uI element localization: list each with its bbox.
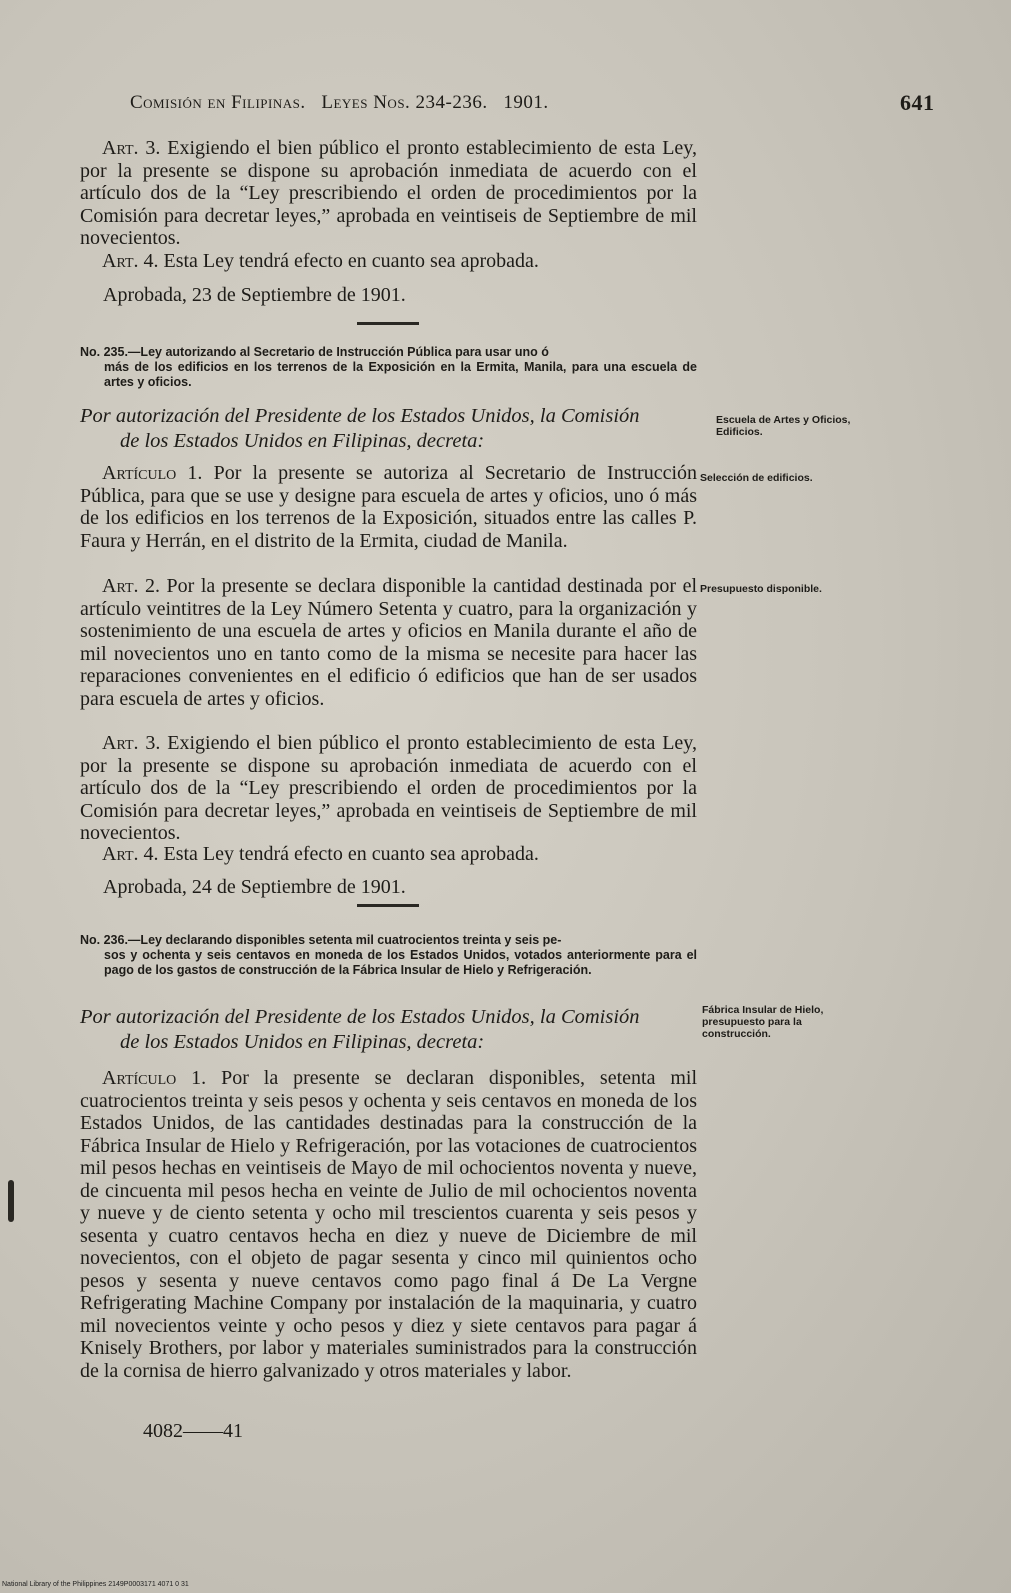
heading-line: No. 236.—Ley declarando disponibles setenta mil cuatrocientos treinta y seis pe- bbox=[80, 933, 562, 947]
margin-note: Escuela de Artes y Oficios, Edificios. bbox=[716, 414, 851, 438]
scan-credit: National Library of the Philippines 2149P0003171 4071 0 31 bbox=[2, 1581, 189, 1588]
heading-rest: sos y ochenta y seis centavos en moneda de los Estados Unidos, votados anteriormente para el pago de los gastos de construcción de la Fábrica Insular de Hielo y Refrigeración. bbox=[104, 948, 697, 977]
law236-art1 bbox=[80, 1067, 697, 1382]
art-text: Por la presente se autoriza al Secretario de Instrucción Pública, para que se use y designe para escuela de artes y oficios, uno ó más de los edificios en los terrenos de la Exposición, situados entre las calles P. Faura y Herrán, en el distrito de la Ermita, ciudad de Manila. bbox=[80, 462, 698, 552]
margin-note: Presupuesto disponible. bbox=[700, 583, 822, 595]
enact-line: de los Estados Unidos en Filipinas, decreta: bbox=[120, 430, 485, 452]
art-num: 3. bbox=[145, 137, 161, 159]
law234-approved: Aprobada, 23 de Septiembre de 1901. bbox=[103, 284, 406, 306]
art-label: Artículo 1. bbox=[102, 1067, 207, 1089]
law235-art2 bbox=[80, 575, 697, 710]
running-header bbox=[130, 92, 950, 114]
heading-rest: más de los edificios en los terrenos de la Exposición en la Ermita, Manila, para una escuela de artes y oficios. bbox=[104, 360, 697, 389]
art-text: Por la presente se declara disponible la cantidad destinada por el artículo veintitres de la Ley Número Setenta y cuatro, para la organización y sostenimiento de una escuela de artes y oficios en Manila durante el año de mil novecientos uno en tanto como de la misma se necesite para hacer las reparaciones convenientes en el edificio ó edificios que han de ser usados para escuela de artes y oficios. bbox=[80, 575, 697, 710]
law235-art1 bbox=[80, 462, 697, 552]
running-title: Comisión en Filipinas. bbox=[130, 92, 306, 113]
header-year: 1901. bbox=[503, 92, 549, 113]
law234-art3 bbox=[80, 137, 697, 250]
art-label: Art. bbox=[102, 843, 139, 865]
heading-line: No. 235.—Ley autorizando al Secretario de Instrucción Pública para usar uno ó bbox=[80, 345, 549, 359]
margin-note: Selección de edificios. bbox=[700, 472, 813, 484]
law235-approved: Aprobada, 24 de Septiembre de 1901. bbox=[103, 876, 406, 898]
art-num: 4. bbox=[143, 843, 159, 865]
art-label: Art. bbox=[102, 575, 139, 597]
enact-line: de los Estados Unidos en Filipinas, decreta: bbox=[120, 1031, 485, 1053]
law236-heading bbox=[80, 933, 697, 978]
margin-ink-mark bbox=[8, 1180, 14, 1222]
page-number: 641 bbox=[900, 90, 935, 115]
signature-mark: 4082——41 bbox=[143, 1420, 243, 1442]
enact-line: Por autorización del Presidente de los Estados Unidos, la Comisión bbox=[80, 1006, 640, 1028]
art-label: Art. bbox=[102, 250, 139, 272]
law236-enacting-clause bbox=[80, 1005, 697, 1055]
law235-art4 bbox=[80, 843, 697, 866]
law235-enacting-clause bbox=[80, 404, 697, 454]
art-num: 3. bbox=[145, 732, 161, 754]
art-text: Por la presente se declaran disponibles, setenta mil cuatrocientos treinta y seis pesos y ochenta y seis centavos en moneda de los Estados Unidos, de las cantidades destinadas para la construcción de la Fábrica Insular de Hielo y Refrigeración, por las votaciones de cuatrocientos mil pesos hechas en veintiseis de Mayo de mil ochocientos noventa y nueve, de cincuenta mil pesos hecha en veinte de Julio de mil ochocientos noventa y nueve y de ciento setenta y ocho mil trescientos cuarenta y seis pesos y sesenta y cuatro centavos hecha en diez y nueve de Diciembre de mil novecientos, con el objeto de pagar sesenta y cinco mil quinientos ocho pesos y sesenta y nueve centavos como pago final á De La Vergne Refrigerating Machine Company por instalación de la maquinaria, y cuatro mil novecientos veinte y ocho pesos y diez y siete centavos para pagar á Knisely Brothers, por labor y materiales suministrados para la construcción de la cornisa de hierro galvanizado y otros materiales y labor. bbox=[80, 1067, 698, 1382]
law235-heading bbox=[80, 345, 697, 390]
art-label: Art. bbox=[102, 732, 139, 754]
law234-art4 bbox=[80, 250, 697, 273]
enact-line: Por autorización del Presidente de los Estados Unidos, la Comisión bbox=[80, 405, 640, 427]
art-text: Exigiendo el bien público el pronto establecimiento de esta Ley, por la presente se dispone su aprobación inmediata de acuerdo con el artículo dos de la “Ley prescribiendo el orden de procedimientos por la Comisión para decretar leyes,” aprobada en veintiseis de Septiembre de mil novecientos. bbox=[80, 137, 698, 249]
law235-art3 bbox=[80, 732, 697, 845]
art-label: Artículo 1. bbox=[102, 462, 203, 484]
art-text: Esta Ley tendrá efecto en cuanto sea aprobada. bbox=[163, 843, 539, 865]
section-divider bbox=[357, 904, 419, 907]
art-text: Exigiendo el bien público el pronto establecimiento de esta Ley, por la presente se dispone su aprobación inmediata de acuerdo con el artículo dos de la “Ley prescribiendo el orden de procedimientos por la Comisión para decretar leyes,” aprobada en veintiseis de Septiembre de mil novecientos. bbox=[80, 732, 698, 844]
margin-note: Fábrica Insular de Hielo, presupuesto para la construcción. bbox=[702, 1004, 824, 1040]
art-text: Esta Ley tendrá efecto en cuanto sea aprobada. bbox=[163, 250, 539, 272]
law-range: Leyes Nos. 234-236. bbox=[321, 92, 488, 113]
section-divider bbox=[357, 322, 419, 325]
art-num: 2. bbox=[145, 575, 161, 597]
art-label: Art. bbox=[102, 137, 139, 159]
art-num: 4. bbox=[143, 250, 159, 272]
